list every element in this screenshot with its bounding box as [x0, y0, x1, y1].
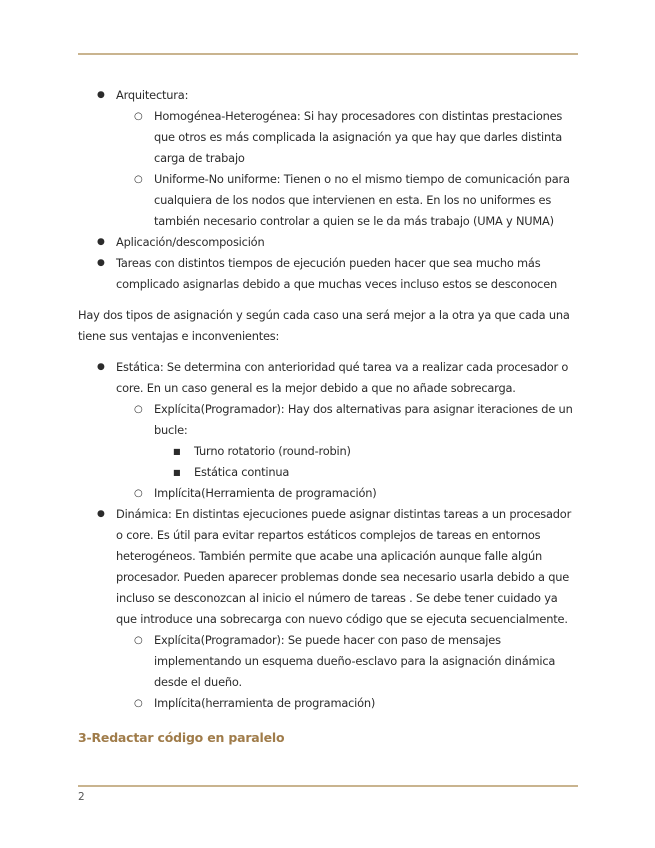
list-item-text: Turno rotatorio (round-robin): [194, 444, 351, 458]
list-item-text: Tareas con distintos tiempos de ejecución pueden hacer que sea mucho más complicado asignarlas debido a que muchas veces incluso estos se desconocen: [116, 256, 558, 291]
list-item-text: Dinámica: En distintas ejecuciones puede asignar distintas tareas a un procesador o core. Es útil para evitar repartos estáticos complejos de tareas en entornos heterogéneos. También permite que acabe una aplicación aunque falle algún procesador. Pueden aparecer problemas donde sea necesario usarla debido a que incluso se desconozcan al inicio el número de tareas . Se debe tener cuidado ya que introduce una sobrecarga con nuevo código que se ejecuta secuencialmente.: [116, 507, 572, 626]
list-item: [78, 441, 578, 462]
list-item: [78, 693, 578, 714]
bullet-icon: ●: [97, 90, 105, 100]
list-item-text: Uniforme-No uniforme: Tienen o no el mismo tiempo de comunicación para cualquiera de los nodos que intervienen en esta. En los no uniformes es también necesario controlar a quien se le da más trabajo (UMA y NUMA): [154, 172, 570, 228]
bullet-icon: ○: [134, 174, 143, 185]
bullet-icon: ○: [134, 111, 143, 122]
list-item-text: Implícita(herramienta de programación): [154, 696, 376, 710]
header-rule: [78, 53, 578, 55]
list-item: [78, 232, 578, 253]
bullet-icon: ■: [173, 468, 181, 477]
bullet-list-assignment-types: [78, 357, 578, 714]
footer-rule: [78, 785, 578, 787]
list-item-text: Implícita(Herramienta de programación): [154, 486, 377, 500]
bullet-icon: ●: [97, 362, 105, 372]
bullet-icon: ○: [134, 698, 143, 709]
list-item-text: Explícita(Programador): Se puede hacer con paso de mensajes implementando un esquema dueño-esclavo para la asignación dinámica desde el dueño.: [154, 633, 556, 689]
list-item-text: Explícita(Programador): Hay dos alternativas para asignar iteraciones de un bucle:: [154, 402, 573, 437]
list-item: [78, 169, 578, 232]
page-body: [78, 85, 578, 748]
list-item-text: Homogénea-Heterogénea: Si hay procesadores con distintas prestaciones que otros es más complicada la asignación ya que hay que darles distinta carga de trabajo: [154, 109, 563, 165]
body-paragraph: Hay dos tipos de asignación y según cada caso una será mejor a la otra ya que cada una tiene sus ventajas e inconvenientes:: [78, 308, 570, 343]
bullet-icon: ■: [173, 447, 181, 456]
list-item: [78, 462, 578, 483]
list-item-text: Estática continua: [194, 465, 290, 479]
list-item: [78, 106, 578, 169]
section-heading: 3-Redactar código en paralelo: [78, 730, 285, 745]
bullet-icon: ●: [97, 237, 105, 247]
bullet-list-architecture: [78, 85, 578, 295]
list-item-text: Estática: Se determina con anterioridad qué tarea va a realizar cada procesador o core. En un caso general es la mejor debido a que no añade sobrecarga.: [116, 360, 569, 395]
list-item: [78, 85, 578, 106]
list-item: [78, 630, 578, 693]
bullet-icon: ○: [134, 488, 143, 499]
bullet-icon: ○: [134, 635, 143, 646]
list-item: [78, 357, 578, 399]
list-item-text: Aplicación/descomposición: [116, 235, 265, 249]
bullet-icon: ●: [97, 509, 105, 519]
list-item: [78, 483, 578, 504]
list-item-text: Arquitectura:: [116, 88, 189, 102]
page-number: 2: [78, 791, 85, 803]
list-item: [78, 399, 578, 441]
list-item: [78, 504, 578, 630]
bullet-icon: ○: [134, 404, 143, 415]
bullet-icon: ●: [97, 258, 105, 268]
list-item: [78, 253, 578, 295]
